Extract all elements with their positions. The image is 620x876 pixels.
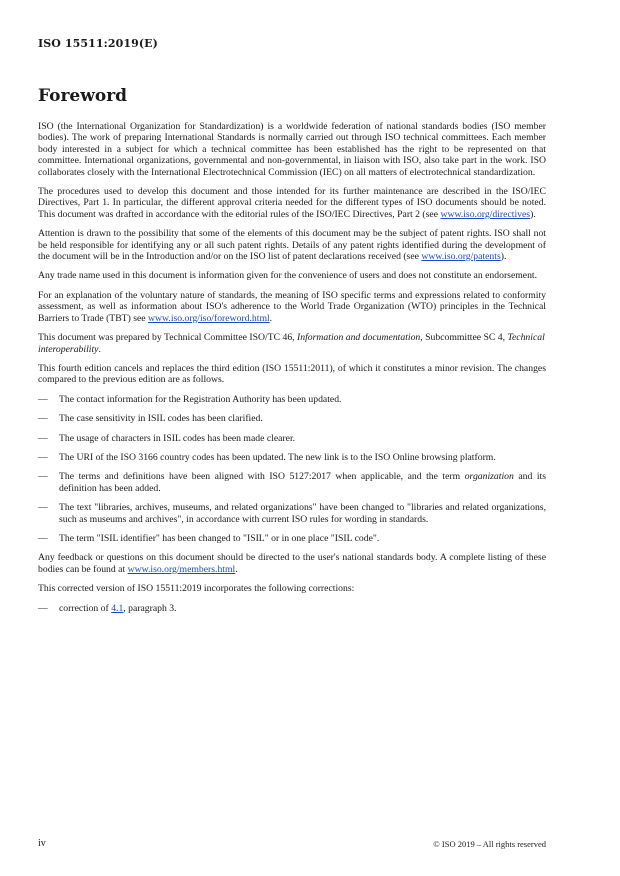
paragraph-feedback: Any feedback or questions on this document should be directed to the user's national standards body. A complete listing of these bodies can be found at www.iso.org/members.html. <box>38 552 546 575</box>
paragraph-voluntary: For an explanation of the voluntary nature of standards, the meaning of ISO specific terms and expressions related to conformity assessment, as well as information about ISO's adherence to the World Trade Organization (WTO) principles in the Technical Barriers to Trade (TBT) see www.iso.org/iso/foreword.html. <box>38 289 546 324</box>
link-section-4-1[interactable]: 4.1 <box>111 602 124 614</box>
list-item: — The case sensitivity in ISIL codes has been clarified. <box>38 413 263 425</box>
copyright-notice: © ISO 2019 – All rights reserved <box>433 839 546 849</box>
list-item: — The terms and definitions have been aligned with ISO 5127:2017 when applicable, and the term organization and its definition has been added. <box>38 471 547 494</box>
paragraph-committee: This document was prepared by Technical Committee ISO/TC 46, Information and documentation, Subcommittee SC 4, Technical interoperability. <box>38 332 545 355</box>
link-directives[interactable]: www.iso.org/directives <box>440 208 531 220</box>
foreword-body <box>38 121 546 622</box>
paragraph-procedures: The procedures used to develop this document and those intended for its further maintenance are described in the ISO/IEC Directives, Part 1. In particular, the different approval criteria needed for the different types of ISO documents should be noted. This document was drafted in accordance with the editorial rules of the ISO/IEC Directives, Part 2 (see www.iso.org/directives). <box>38 186 546 220</box>
document-id-header: ISO 15511:2019(E) <box>38 37 158 50</box>
page-number: iv <box>38 838 46 849</box>
link-members[interactable]: www.iso.org/members.html <box>127 563 236 575</box>
list-item: — The text "libraries, archives, museums, and related organizations" have been changed to "libraries and related organizations, such as museums and archives", in accordance with current ISO rules for wording in standards. <box>38 502 546 525</box>
list-item-correction: — correction of 4.1, paragraph 3. <box>38 602 177 614</box>
list-item: — The URI of the ISO 3166 country codes has been updated. The new link is to the ISO Online browsing platform. <box>38 451 496 463</box>
link-patents[interactable]: www.iso.org/patents <box>421 251 501 263</box>
link-foreword[interactable]: www.iso.org/iso/foreword.html <box>148 312 270 324</box>
paragraph-edition: This fourth edition cancels and replaces the third edition (ISO 15511:2011), of which it constitutes a minor revision. The changes compared to the previous edition are as follows. <box>38 362 546 386</box>
paragraph-trade-name: Any trade name used in this document is information given for the convenience of users and does not constitute an endorsement. <box>38 270 538 282</box>
list-item: — The term "ISIL identifier" has been changed to "ISIL" or in one place "ISIL code". <box>38 532 380 544</box>
paragraph-patents: Attention is drawn to the possibility that some of the elements of this document may be the subject of patent rights. ISO shall not be held responsible for identifying any or all such patent rights. Details of any patent rights identified during the development of the document will be in the Introduction and/or on the ISO list of patent declarations received (see www.iso.org/patents). <box>38 228 546 263</box>
list-item: — The contact information for the Registration Authority has been updated. <box>38 393 342 405</box>
page-title: Foreword <box>38 86 128 106</box>
paragraph-iso-intro: ISO (the International Organization for Standardization) is a worldwide federation of national standards bodies (ISO member bodies). The work of preparing International Standards is normally carried out through ISO technical committees. Each member body interested in a subject for which a technical committee has been established has the right to be represented on that committee. International organizations, governmental and non-governmental, in liaison with ISO, also take part in the work. ISO collaborates closely with the International Electrotechnical Commission (IEC) on all matters of electrotechnical standardization. <box>38 121 546 178</box>
paragraph-corrected-version: This corrected version of ISO 15511:2019 incorporates the following corrections: <box>38 583 355 595</box>
list-item: — The usage of characters in ISIL codes has been made clearer. <box>38 432 296 444</box>
